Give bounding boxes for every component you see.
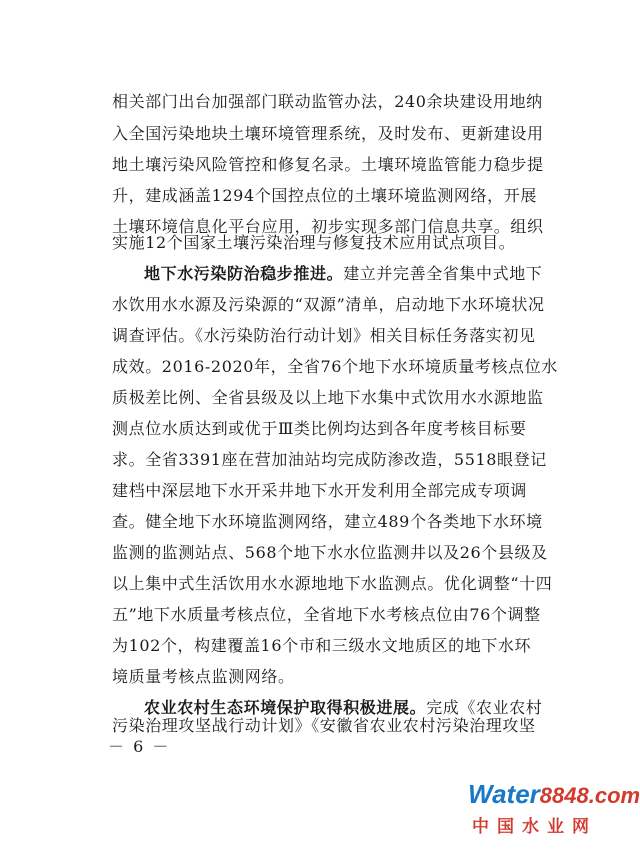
watermark-chinese-name: 中国水业网 — [472, 817, 597, 837]
text-line — [0, 120, 600, 148]
paragraph-heading-text: 地下水污染防治稳步推进。 — [144, 264, 344, 283]
watermark-number: 8848 — [539, 783, 589, 808]
text-span: 升，建成涵盖1294个国控点位的土壤环境监测网络，开展 — [112, 186, 537, 205]
text-line — [0, 151, 600, 179]
text-line — [0, 415, 600, 443]
text-span: 入全国污染地块土壤环境管理系统，及时发布、更新建设用 — [112, 124, 544, 143]
text-line — [0, 712, 600, 740]
paragraph-first-line — [0, 260, 600, 288]
text-span: 水饮用水水源及污染源的“双源”清单，启动地下水环境状况 — [112, 295, 545, 314]
text-line — [0, 570, 600, 598]
text-line — [0, 508, 600, 536]
text-span: 测点位水质达到或优于Ⅲ类比例均达到各年度考核目标要 — [112, 419, 527, 438]
text-line — [0, 477, 600, 505]
text-line — [0, 322, 600, 350]
text-line — [0, 291, 600, 319]
text-span: 相关部门出台加强部门联动监管办法，240余块建设用地纳 — [112, 92, 543, 111]
watermark-brand: Water — [468, 779, 540, 809]
text-span: 监测的监测站点、568个地下水水位监测井以及26个县级及 — [112, 543, 548, 562]
text-span: 查。健全地下水环境监测网络，建立489个各类地下水环境 — [112, 512, 543, 531]
text-span: 质极差比例、全省县级及以上地下水集中式饮用水水源地监 — [112, 388, 544, 407]
text-line — [0, 229, 600, 257]
text-span: 建立并完善全省集中式地下 — [343, 264, 543, 283]
watermark-domain: .com — [588, 783, 640, 808]
text-span: 土壤环境信息化平台应用，初步实现多部门信息共享。组织 — [112, 217, 544, 236]
page-number: － 6 － — [108, 737, 171, 756]
text-line — [0, 632, 600, 660]
text-span: 建档中深层地下水开采井地下水开发利用全部完成专项调 — [112, 481, 528, 500]
text-line — [0, 182, 600, 210]
text-span: 为102个，构建覆盖16个市和三级水文地质区的地下水环 — [112, 636, 532, 655]
text-span: 地土壤污染风险管控和修复名录。土壤环境监管能力稳步提 — [112, 155, 544, 174]
watermark-brand-line — [468, 778, 640, 812]
text-span: 成效。2016-2020年，全省76个地下水环境质量考核点位水 — [112, 357, 558, 376]
text-line — [0, 601, 600, 629]
text-span: 调查评估。《水污染防治行动计划》相关目标任务落实初见 — [112, 326, 536, 345]
text-span: 境质量考核点监测网络。 — [112, 667, 295, 686]
text-line — [0, 88, 600, 116]
text-span: 完成《农业农村 — [426, 698, 543, 717]
text-span: 五”地下水质量考核点位，全省地下水考核点位由76个调整 — [112, 605, 541, 624]
text-line — [0, 539, 600, 567]
text-line — [0, 446, 600, 474]
text-span: 实施12个国家土壤污染治理与修复技术应用试点项目。 — [112, 233, 516, 252]
text-line — [0, 663, 600, 691]
text-line — [0, 353, 600, 381]
paragraph-heading-text: 农业农村生态环境保护取得积极进展。 — [144, 698, 427, 717]
paragraph-heading — [144, 260, 542, 288]
text-span: 污染治理攻坚战行动计划》《安徽省农业农村污染治理攻坚 — [112, 716, 536, 735]
site-watermark-logo — [458, 778, 640, 844]
text-span: 以上集中式生活饮用水水源地地下水监测点。优化调整“十四 — [112, 574, 553, 593]
text-line — [0, 384, 600, 412]
text-span: 求。全省3391座在营加油站均完成防渗改造，5518眼登记 — [112, 450, 547, 469]
